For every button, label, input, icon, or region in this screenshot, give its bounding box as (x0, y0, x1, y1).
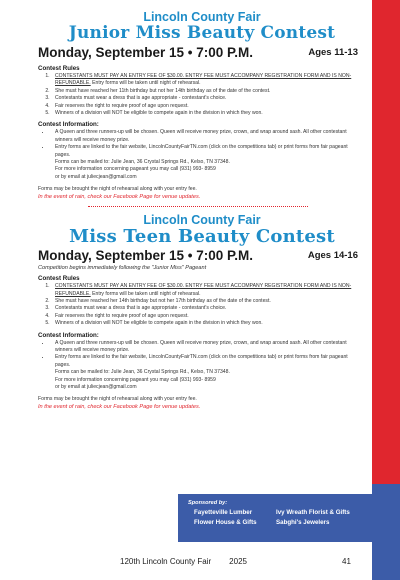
page-footer (120, 557, 247, 566)
junior-rule-2: 2. She must have reached her 11th birthday but not her 14th birthday as of the date of the contest. (51, 88, 358, 95)
junior-info-2-line3: For more information concerning pageant you may call (931) 993- 8959 (55, 166, 216, 173)
teen-rule-2: 2. She must have reached her 14th birthday but not her 17th birthday as of the date of the contest. (51, 298, 358, 305)
page-content (38, 10, 358, 411)
teen-rule-1-rest: Entry forms will be taken until night of rehearsal. (90, 290, 201, 297)
junior-info-2-line1: • Entry forms are linked to the fair website, LincolnCountyFairTN.com (click on the competitions tab) or print forms from fair pageant pages. (55, 144, 348, 158)
footer-edition: 120th Lincoln County Fair (120, 557, 212, 566)
junior-fair-title: Lincoln County Fair (143, 10, 261, 24)
junior-date-time: Monday, September 15 • 7:00 P.M. (38, 45, 254, 60)
sponsor-label: Sponsored by: (188, 500, 228, 506)
teen-info-list (38, 340, 358, 392)
teen-rules-list (38, 283, 358, 327)
teen-date-time: Monday, September 15 • 7:00 P.M. (38, 248, 254, 264)
junior-miss-section (38, 10, 358, 201)
junior-contest-title: Junior Miss Beauty Contest (68, 23, 336, 43)
teen-info-heading: Contest Information: (38, 331, 99, 339)
junior-forms-note: Forms may be brought the night of rehearsal along with your entry fee. (38, 186, 197, 193)
junior-info-1: • A Queen and three runners-up will be chosen. Queen will receive money prize, crown, and wrap around sash. All other contestant winners will receive money prize. (51, 129, 358, 144)
teen-info-2-line1: • Entry forms are linked to the fair website, LincolnCountyFairTN.com (click on the competitions tab) or print forms from fair pageant pages. (55, 354, 348, 368)
side-stripe (372, 0, 400, 580)
junior-info-2-line4: or by email at juliecjean@gmail.com (55, 173, 137, 180)
junior-rule-5: 5. Winners of a division will NOT be eligible to compete again in the division in which they won. (51, 110, 358, 117)
teen-fair-title: Lincoln County Fair (143, 213, 261, 228)
junior-date-row (38, 45, 358, 61)
teen-ages: Ages 14-16 (307, 250, 358, 262)
teen-info-2-line2: Forms can be mailed to: Julie Jean, 36 Crystal Springs Rd., Kelso, TN 37348. (55, 369, 230, 376)
teen-rule-1-fee: CONTESTANTS MUST PAY AN ENTRY FEE OF $30.00. ENTRY FEE MUST ACCOMPANY REGISTRATION FORM AND IS NON-REFUNDABLE. (55, 283, 352, 297)
junior-rule-1-fee: CONTESTANTS MUST PAY AN ENTRY FEE OF $30.00. ENTRY FEE MUST ACCOMPANY REGISTRATION FORM AND IS NON-REFUNDABLE. (55, 73, 352, 87)
junior-rule-4: 4. Fair reserves the right to require proof of age upon request. (51, 103, 358, 110)
teen-info-2-line3: For more information concerning pageant you may call (931) 993- 8959 (55, 376, 216, 383)
side-stripe-blue-block (372, 484, 400, 580)
sponsor-box (178, 494, 372, 542)
sponsor-flower-house: Flower House & Gifts (194, 519, 257, 526)
junior-info-list (38, 129, 358, 181)
teen-forms-note: Forms may be brought the night of rehearsal along with your entry fee. (38, 396, 197, 403)
teen-info-2 (51, 354, 358, 391)
teen-rule-4: 4. Fair reserves the right to require proof of age upon request. (51, 313, 358, 320)
teen-info-2-line4: or by email at juliecjean@gmail.com (55, 383, 137, 390)
teen-info-1: • A Queen and three runners-up will be chosen. Queen will receive money prize, crown, and wrap around sash. All other contestant winners will receive money prize. (51, 340, 358, 355)
teen-rule-3: 3. Contestants must wear a dress that is age appropriate - contestant's choice. (51, 305, 358, 312)
sponsor-fayetteville-lumber: Fayetteville Lumber (194, 509, 253, 516)
miss-teen-section (38, 213, 358, 411)
junior-info-heading: Contest Information: (38, 121, 99, 129)
page-number: 41 (342, 557, 351, 566)
teen-rule-5: 5. Winners of a division will NOT be eligible to compete again in the division in which they won. (51, 320, 358, 327)
junior-info-2-line2: Forms can be mailed to: Julie Jean, 36 Crystal Springs Rd., Kelso, TN 37348. (55, 159, 230, 166)
junior-rule-1 (51, 73, 358, 88)
section-divider (88, 206, 308, 207)
junior-info-2 (51, 144, 358, 181)
teen-rule-1 (51, 283, 358, 298)
junior-rules-heading: Contest Rules (38, 65, 80, 72)
footer-year: 2025 (229, 557, 247, 566)
teen-date-row (38, 248, 358, 264)
junior-rules-list (38, 73, 358, 117)
sponsor-ivy-wreath: Ivy Wreath Florist & Gifts (276, 509, 350, 516)
teen-contest-title: Miss Teen Beauty Contest (69, 226, 335, 248)
teen-subtitle: Competition begins immediately following the "Junior Miss" Pageant (38, 265, 207, 272)
sponsor-sabghis-jewelers: Sabghi's Jewelers (276, 519, 330, 526)
junior-rule-3: 3. Contestants must wear a dress that is age appropriate - contestant's choice. (51, 95, 358, 102)
junior-ages: Ages 11-13 (308, 47, 358, 58)
teen-rules-heading: Contest Rules (38, 275, 80, 283)
teen-rain-note: In the event of rain, check our Facebook Page for venue updates. (38, 403, 201, 410)
junior-rule-1-rest: Entry forms will be taken until night of rehearsal. (90, 80, 201, 87)
junior-rain-note: In the event of rain, check our Facebook Page for venue updates. (38, 193, 201, 200)
